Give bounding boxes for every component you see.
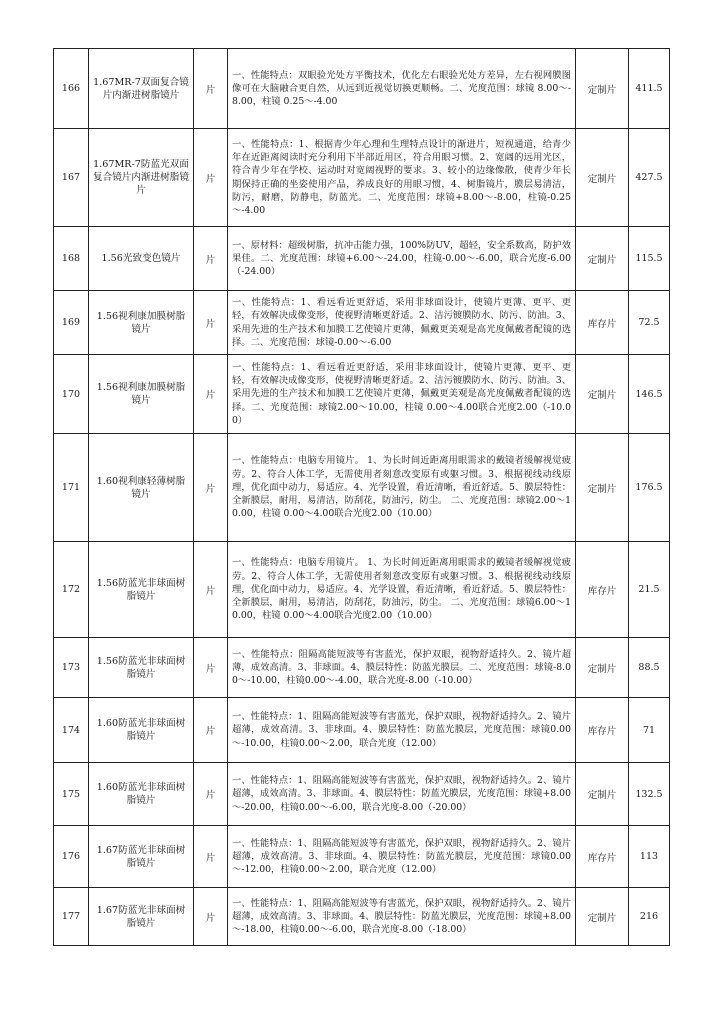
stock-type: 库存片 bbox=[576, 291, 629, 355]
product-name: 1.56防蓝光非球面树脂镜片 bbox=[89, 638, 194, 698]
stock-type: 定制片 bbox=[576, 888, 629, 946]
table-row bbox=[54, 434, 670, 542]
unit-price: 113 bbox=[629, 826, 670, 888]
table-row bbox=[54, 826, 670, 888]
table-row bbox=[54, 355, 670, 434]
unit-price: 411.5 bbox=[629, 49, 670, 129]
stock-type: 库存片 bbox=[576, 698, 629, 763]
row-number: 175 bbox=[54, 763, 89, 826]
stock-type: 定制片 bbox=[576, 763, 629, 826]
product-name: 1.67防蓝光非球面树脂镜片 bbox=[89, 888, 194, 946]
product-name: 1.56防蓝光非球面树脂镜片 bbox=[89, 542, 194, 638]
unit-price: 176.5 bbox=[629, 434, 670, 542]
unit: 片 bbox=[194, 763, 228, 826]
table-body bbox=[54, 49, 670, 946]
unit: 片 bbox=[194, 542, 228, 638]
table-row bbox=[54, 542, 670, 638]
row-number: 170 bbox=[54, 355, 89, 434]
unit-price: 427.5 bbox=[629, 129, 670, 227]
unit-price: 72.5 bbox=[629, 291, 670, 355]
table-row bbox=[54, 291, 670, 355]
table-row bbox=[54, 763, 670, 826]
product-name: 1.60防蓝光非球面树脂镜片 bbox=[89, 763, 194, 826]
unit-price: 71 bbox=[629, 698, 670, 763]
stock-type: 库存片 bbox=[576, 826, 629, 888]
product-price-table bbox=[53, 48, 670, 946]
row-number: 177 bbox=[54, 888, 89, 946]
unit-price: 21.5 bbox=[629, 542, 670, 638]
product-description: 一、性能特点：1、阻隔高能短波等有害蓝光，保护双眼，视物舒适持久。2、镜片超薄，成效高清。3、非球面。4、膜层特性：防蓝光膜层，光度范围：球镜0.00～-12.00，柱镜0.00～2.00，联合光度（12.00） bbox=[228, 826, 576, 888]
unit-price: 216 bbox=[629, 888, 670, 946]
unit: 片 bbox=[194, 355, 228, 434]
unit: 片 bbox=[194, 227, 228, 291]
product-description: 一、原材料：超级树脂，抗冲击能力强，100%防UV，超轻，安全系数高，防护效果佳。二、光度范围：球镜+6.00～-24.00，柱镜-0.00～-6.00，联合光度-6.00（-24.00） bbox=[228, 227, 576, 291]
unit: 片 bbox=[194, 434, 228, 542]
product-name: 1.56光致变色镜片 bbox=[89, 227, 194, 291]
unit: 片 bbox=[194, 49, 228, 129]
stock-type: 定制片 bbox=[576, 129, 629, 227]
row-number: 168 bbox=[54, 227, 89, 291]
stock-type: 定制片 bbox=[576, 434, 629, 542]
product-description: 一、性能特点：阻隔高能短波等有害蓝光，保护双眼，视物舒适持久。2、镜片超薄，成效高清。3、非球面。4、膜层特性：防蓝光膜层。二、光度范围：球镜-8.00～-10.00，柱镜0.00～-4.00，联合光度-8.00（-10.00） bbox=[228, 638, 576, 698]
product-description: 一、性能特点：双眼验光处方平衡技术，优化左右眼验光处方差异，左右视网膜图像可在大脑融合更自然，从远到近视觉切换更顺畅。二、光度范围：球镜 8.00～-8.00，柱镜 0.25～-4.00 bbox=[228, 49, 576, 129]
table-row bbox=[54, 888, 670, 946]
row-number: 174 bbox=[54, 698, 89, 763]
product-name: 1.67防蓝光非球面树脂镜片 bbox=[89, 826, 194, 888]
row-number: 171 bbox=[54, 434, 89, 542]
table-row bbox=[54, 638, 670, 698]
unit: 片 bbox=[194, 129, 228, 227]
unit: 片 bbox=[194, 638, 228, 698]
row-number: 173 bbox=[54, 638, 89, 698]
unit: 片 bbox=[194, 888, 228, 946]
product-description: 一、性能特点：1、看远看近更舒适，采用非球面设计，使镜片更薄、更平、更轻，有效解决成像变形，使视野清晰更舒适。2、洁污镀膜防水、防污、防油。3、采用先进的生产技术和加膜工艺使镜片更薄，佩戴更美观是高光度佩戴者配镜的选择。二、光度范围：球镜-0.00～-6.00 bbox=[228, 291, 576, 355]
stock-type: 定制片 bbox=[576, 355, 629, 434]
unit-price: 115.5 bbox=[629, 227, 670, 291]
table-row bbox=[54, 49, 670, 129]
product-name: 1.60防蓝光非球面树脂镜片 bbox=[89, 698, 194, 763]
row-number: 167 bbox=[54, 129, 89, 227]
product-description: 一、性能特点：1、阻隔高能短波等有害蓝光，保护双眼，视物舒适持久。2、镜片超薄，成效高清。3、非球面。4、膜层特性：防蓝光膜层，光度范围：球镜+8.00～-18.00，柱镜0.00～-6.00，联合光度-8.00（-18.00） bbox=[228, 888, 576, 946]
product-description: 一、性能特点：1、阻隔高能短波等有害蓝光，保护双眼，视物舒适持久。2、镜片超薄，成效高清。3、非球面。4、膜层特性：防蓝光膜层，光度范围：球镜0.00～-10.00，柱镜0.00～2.00，联合光度（12.00） bbox=[228, 698, 576, 763]
table-row bbox=[54, 698, 670, 763]
product-description: 一、性能特点：电脑专用镜片。 1、为长时间近距离用眼需求的戴镜者缓解视觉疲劳。2、符合人体工学，无需使用者刻意改变原有或躯习惯。3、根据视线动线原理，优化面中动力，易适应。4、光学设置，看近清晰，看近舒适。5、膜层特性：全新膜层，耐用，易清洁，防刮花，防油污，防尘。 二、光度范围：球镜2.00～10.00，柱镜 0.00～4.00联合光度2.00（10.00） bbox=[228, 434, 576, 542]
unit: 片 bbox=[194, 291, 228, 355]
stock-type: 定制片 bbox=[576, 49, 629, 129]
unit-price: 88.5 bbox=[629, 638, 670, 698]
table-row bbox=[54, 227, 670, 291]
product-description: 一、性能特点：电脑专用镜片。 1、为长时间近距离用眼需求的戴镜者缓解视觉疲劳。2、符合人体工学，无需使用者刻意改变原有或躯习惯。3、根据视线动线原理，优化面中动力，易适应。4、光学设置，看近清晰，看近舒适。5、膜层特性：全新膜层，耐用，易清洁，防刮花，防油污，防尘。 二、光度范围：球镜6.00～10.00，柱镜 0.00～4.00联合光度2.00（10.00） bbox=[228, 542, 576, 638]
product-name: 1.67MR-7双面复合镜片内渐进树脂镜片 bbox=[89, 49, 194, 129]
unit-price: 146.5 bbox=[629, 355, 670, 434]
row-number: 176 bbox=[54, 826, 89, 888]
product-name: 1.67MR-7防蓝光双面复合镜片内渐进树脂镜片 bbox=[89, 129, 194, 227]
product-description: 一、性能特点：1、看远看近更舒适，采用非球面设计，使镜片更薄、更平、更轻，有效解决成像变形，使视野清晰更舒适。2、洁污镀膜防水、防污、防油。3、采用先进的生产技术和加膜工艺使镜片更薄，佩戴更美观是高光度佩戴者配镜的选择。二、光度范围：球镜2.00～10.00，柱镜 0.00～4.00联合光度2.00（-10.00） bbox=[228, 355, 576, 434]
unit-price: 132.5 bbox=[629, 763, 670, 826]
product-description: 一、性能特点：1、阻隔高能短波等有害蓝光，保护双眼，视物舒适持久。2、镜片超薄，成效高清。3、非球面。4、膜层特性：防蓝光膜层，光度范围：球镜+8.00～-20.00，柱镜0.00～-6.00，联合光度-8.00（-20.00） bbox=[228, 763, 576, 826]
unit: 片 bbox=[194, 826, 228, 888]
row-number: 169 bbox=[54, 291, 89, 355]
row-number: 172 bbox=[54, 542, 89, 638]
stock-type: 定制片 bbox=[576, 638, 629, 698]
product-name: 1.56视利康加膜树脂镜片 bbox=[89, 291, 194, 355]
stock-type: 库存片 bbox=[576, 542, 629, 638]
row-number: 166 bbox=[54, 49, 89, 129]
product-name: 1.60视利康轻薄树脂镜片 bbox=[89, 434, 194, 542]
product-description: 一、性能特点：1、根据青少年心理和生理特点设计的渐进片，短视通道，给青少年在近距离阅读时充分利用下半部近用区，符合用眼习惯。2、宽阔的远用光区，符合青少年在学校、运动时对宽阔视野的要求。3、较小的边缘像散，使青少年长期保持正确的坐姿使用产品，养成良好的用眼习惯，4、树脂镜片，膜层易清洁，防污，耐磨，防静电，防蓝光。二、光度范围：球镜+8.00～-8.00，柱镜-0.25～-4.00 bbox=[228, 129, 576, 227]
table-row bbox=[54, 129, 670, 227]
stock-type: 定制片 bbox=[576, 227, 629, 291]
unit: 片 bbox=[194, 698, 228, 763]
product-name: 1.56视利康加膜树脂镜片 bbox=[89, 355, 194, 434]
